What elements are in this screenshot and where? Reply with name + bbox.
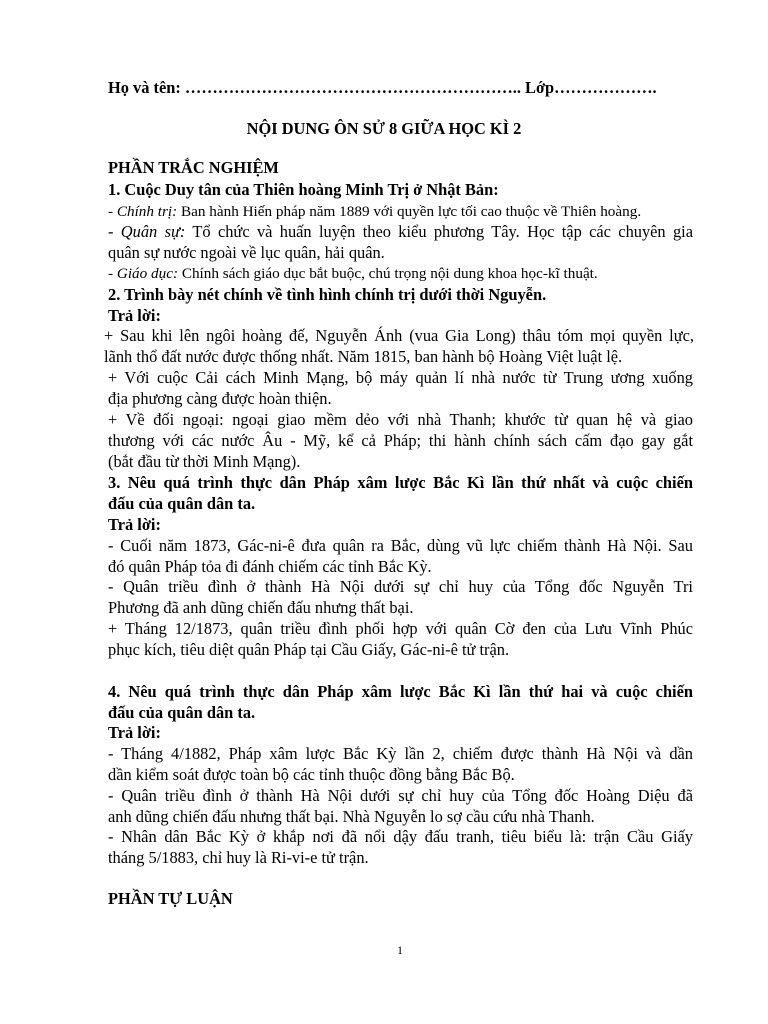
question-3-title: 3. Nêu quá trình thực dân Pháp xâm lược Bắc Kì lần thứ nhất và cuộc chiến: [108, 473, 693, 492]
q1-item-education: [108, 263, 693, 284]
section-heading-essay: PHẦN TỰ LUẬN: [108, 889, 233, 908]
q2-line-2: lãnh thổ đất nước được thống nhất. Năm 1815, ban hành bộ Hoàng Việt luật lệ.: [104, 347, 623, 366]
q1-item-politics: [108, 201, 693, 222]
page-title: NỘI DUNG ÔN SỬ 8 GIỮA HỌC KÌ 2: [246, 119, 522, 138]
q2-line-7: (bắt đầu từ thời Minh Mạng).: [108, 452, 301, 471]
q3-line-5: + Tháng 12/1873, quân triều đình phối hợp với quân Cờ đen của Lưu Vĩnh Phúc: [108, 619, 693, 638]
q2-line-1: + Sau khi lên ngôi hoàng đế, Nguyễn Ánh (vua Gia Long) thâu tóm mọi quyền lực,: [104, 326, 694, 345]
q4-line-2: dần kiểm soát được toàn bộ các tỉnh thuộc đồng bằng Bắc Bộ.: [108, 765, 515, 784]
q2-line-5: + Về đối ngoại: ngoại giao mềm dẻo với nhà Thanh; khước từ quan hệ và giao: [108, 410, 693, 429]
q2-line-3: + Với cuộc Cải cách Minh Mạng, bộ máy quản lí nhà nước từ Trung ương xuống: [108, 368, 693, 387]
q2-answer-label: Trả lời:: [108, 306, 161, 325]
question-1-title: 1. Cuộc Duy tân của Thiên hoàng Minh Trị ở Nhật Bản:: [108, 180, 499, 199]
q3-line-3: - Quân triều đình ở thành Hà Nội dưới sự chỉ huy của Tổng đốc Nguyễn Tri: [108, 577, 693, 596]
q1-item-military: [108, 221, 693, 242]
question-4-title-cont: đấu của quân dân ta.: [108, 703, 256, 722]
q3-line-6: phục kích, tiêu diệt quân Pháp tại Cầu Giấy, Gác-ni-ê tử trận.: [108, 640, 510, 659]
q2-line-6: thương với các nước Âu - Mỹ, kể cả Pháp; thi hành chính sách cấm đạo gay gắt: [108, 431, 693, 450]
q1-item-politics-label: - Chính trị:: [108, 203, 178, 220]
q1-item-politics-text: Ban hành Hiến pháp năm 1889 với quyền lực tối cao thuộc về Thiên hoàng.: [177, 203, 642, 220]
q4-line-1: - Tháng 4/1882, Pháp xâm lược Bắc Kỳ lần 2, chiếm được thành Hà Nội và dần: [108, 744, 693, 763]
q3-line-4: Phương đã anh dũng chiến đấu nhưng thất bại.: [108, 598, 414, 617]
q1-item-education-label: - Giáo dục:: [108, 265, 179, 282]
question-4-title: 4. Nêu quá trình thực dân Pháp xâm lược Bắc Kì lần thứ hai và cuộc chiến: [108, 682, 693, 701]
q3-answer-label: Trả lời:: [108, 515, 161, 534]
name-class-line: Họ và tên: …………………………………………………….. Lớp……………….: [108, 78, 657, 97]
q4-line-4: anh dũng chiến đấu nhưng thất bại. Nhà Nguyễn lo sợ cầu cứu nhà Thanh.: [108, 807, 595, 826]
q3-line-2: đó quân Pháp tỏa đi đánh chiếm các tỉnh Bắc Kỳ.: [108, 557, 432, 576]
q4-line-3: - Quân triều đình ở thành Hà Nội dưới sự chỉ huy của Tổng đốc Hoàng Diệu đã: [108, 786, 693, 805]
q4-answer-label: Trả lời:: [108, 723, 161, 742]
q4-line-6: tháng 5/1883, chỉ huy là Ri-vi-e tử trận.: [108, 848, 369, 867]
q2-line-4: địa phương càng được hoàn thiện.: [108, 389, 332, 408]
q1-item-education-text: Chính sách giáo dục bắt buộc, chú trọng nội dung khoa học-kĩ thuật.: [178, 265, 598, 282]
q3-line-1: - Cuối năm 1873, Gác-ni-ê đưa quân ra Bắc, dùng vũ lực chiếm thành Hà Nội. Sau: [108, 536, 693, 555]
q1-item-military-label: - Quân sự:: [108, 222, 186, 241]
question-2-title: 2. Trình bày nét chính về tình hình chính trị dưới thời Nguyễn.: [108, 285, 547, 304]
q4-line-5: - Nhân dân Bắc Kỳ ở khắp nơi đã nổi dậy đấu tranh, tiêu biểu là: trận Cầu Giấy: [108, 827, 693, 846]
q1-item-military-cont: quân sự nước ngoài về lục quân, hải quân.: [108, 243, 385, 262]
page-number: 1: [397, 943, 403, 957]
q1-item-military-text: Tổ chức và huấn luyện theo kiểu phương Tây. Học tập các chuyên gia: [185, 222, 693, 241]
question-3-title-cont: đấu của quân dân ta.: [108, 494, 256, 513]
section-heading-multiple-choice: PHẦN TRẮC NGHIỆM: [108, 158, 279, 177]
